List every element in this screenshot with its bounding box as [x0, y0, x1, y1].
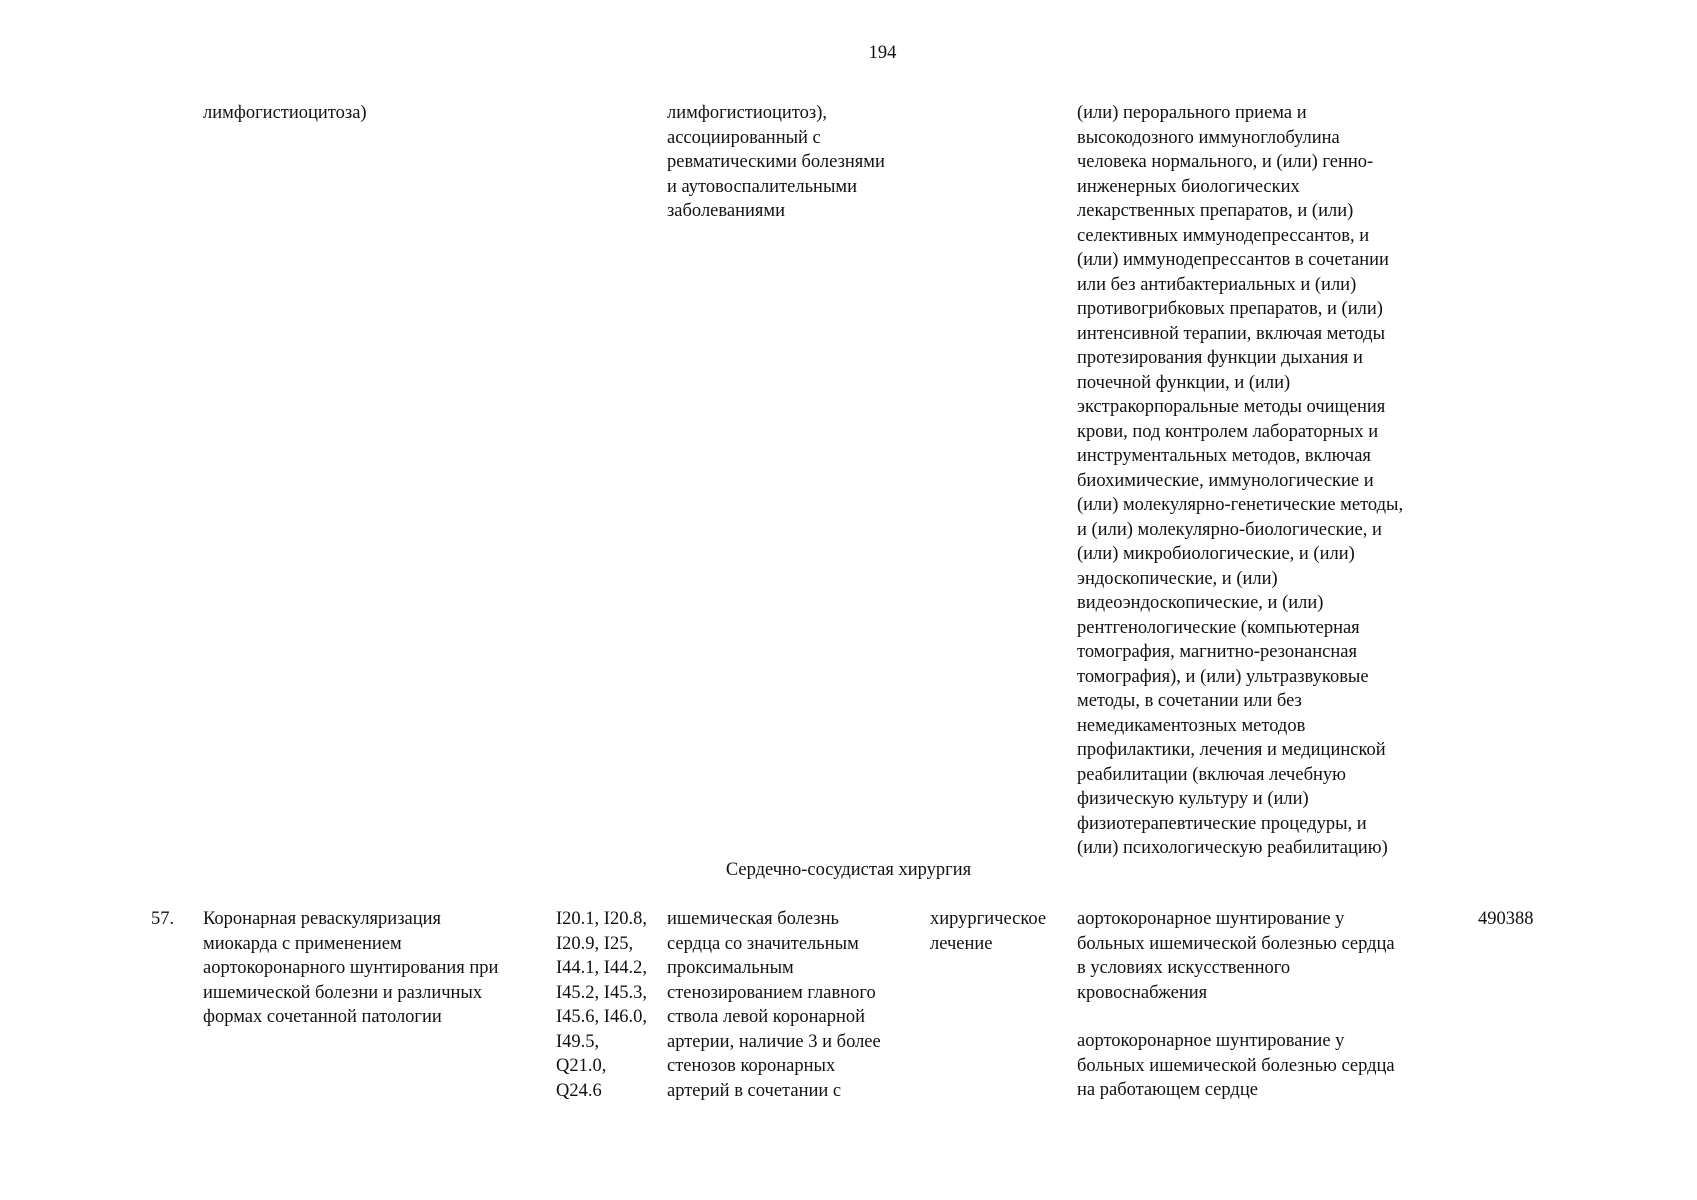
continued-name-cell: лимфогистиоцитоза) [203, 103, 367, 123]
continued-method-cell: (или) перорального приема и высокодозного иммуноглобулина человека нормального, и (или) генно- инженерных биологических лекарственных препаратов, и (или) селективных иммунодепрессантов, и (или) иммунодепрессантов в сочетании или без антибактериальных и (или) противогрибковых препаратов, и (или) интенсивной терапии, включая методы протезирования функции дыхания и почечной функции, и (или) экстракорпоральные методы очищения крови, под контролем лабораторных и инструментальных методов, включая биохимические, иммунологические и (или) молекулярно-генетические методы, и (или) молекулярно-биологические, и (или) микробиологические, и (или) эндоскопические, и (или) видеоэндоскопические, и (или) рентгенологические (компьютерная томография, магнитно-резонансная томография), и (или) ультразвуковые методы, в сочетании или без немедикаментозных методов профилактики, лечения и медицинской реабилитации (включая лечебную физическую культуру и (или) физиотерапевтические процедуры, и (или) психологическую реабилитацию) [1077, 103, 1404, 858]
page-number: 194 [868, 43, 897, 63]
row-name-cell: Коронарная реваскуляризация миокарда с применением аортокоронарного шунтирования при ишемической болезни и различных формах сочетанной патологии [203, 909, 499, 1027]
row-method-1: аортокоронарное шунтирование у больных ишемической болезнью сердца в условиях искусственного кровоснабжения [1077, 909, 1395, 1003]
row-treatment-type-cell: хирургическое лечение [930, 909, 1047, 954]
row-method-2: аортокоронарное шунтирование у больных ишемической болезнью сердца на работающем сердце [1077, 1031, 1395, 1100]
section-header: Сердечно-сосудистая хирургия [725, 860, 972, 880]
row-number: 57. [151, 909, 175, 929]
row-cost-cell: 490388 [1478, 909, 1534, 929]
row-icd-codes-cell: I20.1, I20.8, I20.9, I25, I44.1, I44.2, I45.2, I45.3, I45.6, I46.0, I49.5, Q21.0, Q24.6 [556, 909, 647, 1101]
row-patient-model-cell: ишемическая болезнь сердца со значительным проксимальным стенозированием главного ствола левой коронарной артерии, наличие 3 и более стенозов коронарных артерий в сочетании с [667, 909, 881, 1101]
continued-patient-model-cell: лимфогистиоцитоз), ассоциированный с ревматическими болезнями и аутовоспалительными заболеваниями [667, 103, 885, 221]
